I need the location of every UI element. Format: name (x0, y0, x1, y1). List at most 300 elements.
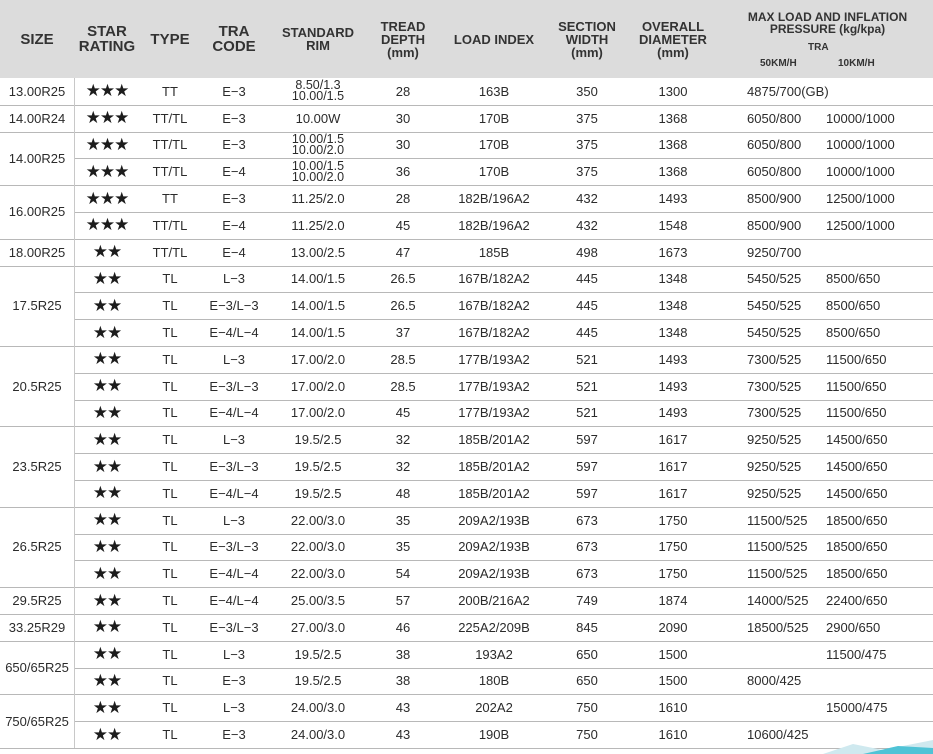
tread-cell: 38 (395, 646, 411, 662)
dia-cell: 1500 (658, 646, 688, 662)
dia-cell: 1348 (658, 271, 688, 287)
type-cell: TL (162, 700, 178, 716)
type-cell: TL (162, 566, 178, 582)
l50-cell: 4875/700(GB) (747, 83, 829, 99)
l50-cell: 7300/525 (747, 378, 802, 394)
tra-cell: E−4/L−4 (209, 593, 259, 609)
rim-cell (268, 292, 368, 319)
rim-cell (268, 426, 368, 453)
table-row (0, 373, 933, 400)
header-overall-diameter: OVERALL DIAMETER (mm) (639, 18, 707, 60)
l50-cell: 9250/525 (747, 459, 802, 475)
type-cell: TL (162, 459, 178, 475)
rim-value: 24.00/3.0 (290, 727, 346, 743)
load-cell: 185B/201A2 (458, 432, 530, 448)
dia-cell: 1348 (658, 325, 688, 341)
type-cell: TL (162, 512, 178, 528)
header-load-index: LOAD INDEX (453, 31, 535, 47)
stars-cell: ★★ (92, 295, 122, 315)
l10-cell: 2900/650 (826, 619, 881, 635)
rim-cell (268, 373, 368, 400)
rim-cell (268, 534, 368, 561)
rim-value: 17.00/2.0 (290, 405, 346, 421)
tra-cell: E−3 (222, 83, 246, 99)
load-cell: 177B/193A2 (458, 405, 530, 421)
width-cell: 445 (576, 298, 598, 314)
type-cell: TL (162, 378, 178, 394)
dia-cell: 1368 (658, 110, 688, 126)
rim-value: 13.00/2.5 (290, 244, 346, 260)
load-cell: 200B/216A2 (458, 593, 530, 609)
stars-cell: ★★★ (85, 188, 129, 208)
width-cell: 375 (576, 164, 598, 180)
rim-cell (268, 266, 368, 293)
size-cell: 16.00R25 (8, 204, 66, 220)
dia-cell: 1617 (658, 485, 688, 501)
stars-cell: ★★ (92, 322, 122, 342)
table-row (0, 426, 933, 453)
l10-cell: 11500/650 (826, 405, 887, 421)
l50-cell: 10600/425 (747, 727, 809, 743)
table-row (0, 292, 933, 319)
table-row (0, 185, 933, 212)
l50-cell: 11500/525 (747, 539, 808, 555)
dia-cell: 1493 (658, 405, 688, 421)
rim-value: 14.00/1.5 (290, 298, 346, 314)
l10-cell (826, 78, 933, 105)
rim-value: 10.00/2.0 (291, 169, 345, 184)
table-row (0, 641, 933, 668)
load-cell: 185B/201A2 (458, 459, 530, 475)
type-cell: TL (162, 432, 178, 448)
rim-cell (268, 346, 368, 373)
rim-cell (268, 560, 368, 587)
rim-cell (268, 132, 368, 159)
header-speed-50: 50KM/H (760, 58, 797, 69)
tread-cell: 28 (395, 83, 411, 99)
dia-cell: 1548 (658, 217, 688, 233)
l50-cell: 8000/425 (747, 673, 802, 689)
rim-cell (268, 105, 368, 132)
width-cell: 673 (576, 566, 598, 582)
size-cell: 650/65R25 (5, 660, 69, 676)
tra-cell: E−3/L−3 (209, 539, 259, 555)
rim-value: 22.00/3.0 (290, 512, 346, 528)
tra-cell: E−3 (222, 727, 246, 743)
width-cell: 597 (576, 485, 598, 501)
l10-cell: 8500/650 (826, 298, 881, 314)
rim-value: 17.00/2.0 (290, 351, 346, 367)
size-cell: 20.5R25 (12, 378, 62, 394)
type-cell: TT/TL (152, 164, 188, 180)
tra-cell: E−3 (222, 137, 246, 153)
type-cell: TL (162, 271, 178, 287)
width-cell: 445 (576, 271, 598, 287)
table-row (0, 212, 933, 239)
dia-cell: 1617 (658, 432, 688, 448)
width-cell: 650 (576, 646, 598, 662)
dia-cell: 1500 (658, 673, 688, 689)
tread-cell: 47 (395, 244, 411, 260)
l50-cell: 6050/800 (747, 110, 802, 126)
width-cell: 750 (576, 727, 598, 743)
type-cell: TT (162, 191, 178, 207)
rim-value: 11.25/2.0 (291, 191, 345, 207)
header-star-rating: STAR RATING (78, 23, 136, 55)
header-type: TYPE (150, 30, 190, 48)
rim-cell (268, 641, 368, 668)
tread-cell: 30 (395, 137, 411, 153)
rim-value: 14.00/1.5 (290, 325, 346, 341)
rim-value: 22.00/3.0 (290, 566, 346, 582)
load-cell: 167B/182A2 (458, 325, 530, 341)
tra-cell: L−3 (222, 271, 246, 287)
l10-cell: 10000/1000 (826, 164, 895, 180)
load-cell: 177B/193A2 (458, 351, 530, 367)
rim-value: 8.50/1.3 (295, 78, 341, 93)
width-cell: 597 (576, 432, 598, 448)
tread-cell: 45 (395, 217, 411, 233)
type-cell: TL (162, 325, 178, 341)
type-cell: TT/TL (152, 244, 188, 260)
type-cell: TL (162, 593, 178, 609)
size-cell: 18.00R25 (8, 244, 66, 260)
tread-cell: 30 (395, 110, 411, 126)
l50-cell: 7300/525 (747, 351, 802, 367)
l10-cell: 18500/650 (826, 539, 888, 555)
dia-cell: 1750 (658, 539, 688, 555)
tread-cell: 54 (395, 566, 411, 582)
load-cell: 185B (478, 244, 510, 260)
table-row (0, 507, 933, 534)
width-cell: 845 (576, 619, 598, 635)
load-cell: 202A2 (475, 700, 513, 716)
load-cell: 185B/201A2 (458, 485, 530, 501)
tra-cell: E−3 (222, 191, 246, 207)
table-row (0, 400, 933, 427)
tra-cell: E−3/L−3 (209, 298, 259, 314)
stars-cell: ★★★ (85, 215, 129, 235)
tread-cell: 35 (395, 539, 411, 555)
decorative-corner (823, 740, 933, 754)
stars-cell: ★★ (92, 242, 122, 262)
dia-cell: 1750 (658, 512, 688, 528)
dia-cell: 1368 (658, 164, 688, 180)
tread-cell: 43 (395, 700, 411, 716)
stars-cell: ★★★ (85, 161, 129, 181)
l50-cell: 5450/525 (747, 271, 802, 287)
rim-value: 14.00/1.5 (290, 271, 346, 287)
tra-cell: E−4/L−4 (209, 566, 259, 582)
l10-cell: 12500/1000 (826, 191, 895, 207)
load-cell: 209A2/193B (458, 512, 530, 528)
type-cell: TL (162, 351, 178, 367)
stars-cell: ★★★ (85, 134, 129, 154)
rim-cell (268, 453, 368, 480)
tread-cell: 35 (395, 512, 411, 528)
rim-value: 22.00/3.0 (290, 539, 346, 555)
width-cell: 498 (576, 244, 598, 260)
rim-value: 25.00/3.5 (290, 593, 346, 609)
width-cell: 350 (576, 83, 598, 99)
l50-cell: 8500/900 (747, 191, 802, 207)
tra-cell: E−4/L−4 (209, 325, 259, 341)
tra-cell: E−4 (222, 217, 246, 233)
dia-cell: 1348 (658, 298, 688, 314)
stars-cell: ★★ (92, 644, 122, 664)
stars-cell: ★★ (92, 590, 122, 610)
stars-cell: ★★ (92, 376, 122, 396)
l10-cell: 8500/650 (826, 271, 881, 287)
header-size: SIZE (20, 30, 54, 48)
l50-cell: 18500/525 (747, 619, 809, 635)
rim-value: 10.00/1.5 (291, 89, 345, 104)
group-divider (0, 748, 933, 749)
l50-cell: 14000/525 (747, 593, 809, 609)
rim-value: 10.00/1.5 (291, 158, 345, 173)
width-cell: 521 (576, 351, 598, 367)
tra-cell: L−3 (222, 646, 246, 662)
stars-cell: ★★ (92, 670, 122, 690)
load-cell: 170B (478, 110, 510, 126)
table-row (0, 239, 933, 266)
load-cell: 190B (478, 727, 510, 743)
l50-cell: 9250/700 (747, 244, 802, 260)
header-max-load: MAX LOAD AND INFLATION PRESSURE (kg/kpa) (747, 10, 908, 36)
tread-cell: 38 (395, 673, 411, 689)
stars-cell: ★★ (92, 456, 122, 476)
load-cell: 167B/182A2 (458, 271, 530, 287)
type-cell: TL (162, 727, 178, 743)
dia-cell: 2090 (658, 619, 688, 635)
table-row (0, 534, 933, 561)
stars-cell: ★★ (92, 429, 122, 449)
tra-cell: L−3 (222, 351, 246, 367)
rim-cell (268, 319, 368, 346)
width-cell: 673 (576, 512, 598, 528)
l50-cell: 6050/800 (747, 137, 802, 153)
size-cell: 29.5R25 (12, 593, 62, 609)
l50-cell: 5450/525 (747, 325, 802, 341)
stars-cell: ★★ (92, 724, 122, 744)
size-cell: 14.00R25 (8, 150, 66, 166)
stars-cell: ★★ (92, 697, 122, 717)
header-section-width: SECTION WIDTH (mm) (558, 18, 616, 60)
l10-cell: 14500/650 (826, 485, 888, 501)
rim-value: 10.00W (295, 110, 341, 126)
table-row (0, 105, 933, 132)
stars-cell: ★★ (92, 268, 122, 288)
width-cell: 750 (576, 700, 598, 716)
l50-cell: 7300/525 (747, 405, 802, 421)
width-cell: 432 (576, 191, 598, 207)
l10-cell: 15000/475 (826, 700, 888, 716)
tread-cell: 28.5 (390, 351, 416, 367)
tread-cell: 32 (395, 459, 411, 475)
header-max-load-tra: TRA (808, 42, 829, 53)
dia-cell: 1300 (658, 83, 688, 99)
l10-cell: 11500/650 (826, 378, 887, 394)
rim-cell (268, 507, 368, 534)
load-cell: 170B (478, 137, 510, 153)
dia-cell: 1493 (658, 351, 688, 367)
l10-cell: 11500/475 (826, 646, 887, 662)
tra-cell: E−4/L−4 (209, 405, 259, 421)
table-header (0, 0, 933, 78)
tra-cell: L−3 (222, 700, 246, 716)
size-cell: 13.00R25 (8, 83, 66, 99)
table-row (0, 694, 933, 721)
type-cell: TT/TL (152, 217, 188, 233)
rim-value: 17.00/2.0 (290, 378, 346, 394)
dia-cell: 1493 (658, 378, 688, 394)
tread-cell: 48 (395, 485, 411, 501)
load-cell: 177B/193A2 (458, 378, 530, 394)
stars-cell: ★★ (92, 510, 122, 530)
tra-cell: E−4/L−4 (209, 485, 259, 501)
l10-cell: 8500/650 (826, 325, 881, 341)
table-row (0, 587, 933, 614)
tra-cell: E−3/L−3 (209, 378, 259, 394)
width-cell: 673 (576, 539, 598, 555)
tread-cell: 32 (395, 432, 411, 448)
tread-cell: 26.5 (390, 271, 416, 287)
rim-value: 19.5/2.5 (294, 673, 342, 689)
width-cell: 445 (576, 325, 598, 341)
l50-cell: 8500/900 (747, 217, 802, 233)
l10-cell: 11500/650 (826, 351, 887, 367)
rim-cell (268, 480, 368, 507)
l50-cell: 9250/525 (747, 485, 802, 501)
load-cell: 182B/196A2 (458, 191, 530, 207)
l50-cell: 6050/800 (747, 164, 802, 180)
rim-cell (268, 185, 368, 212)
l10-cell: 10000/1000 (826, 110, 895, 126)
table-row (0, 266, 933, 293)
table-row (0, 480, 933, 507)
dia-cell: 1610 (658, 700, 688, 716)
type-cell: TT/TL (152, 137, 188, 153)
table-row (0, 346, 933, 373)
rim-cell (268, 212, 368, 239)
rim-cell (268, 239, 368, 266)
dia-cell: 1617 (658, 459, 688, 475)
size-cell: 26.5R25 (12, 539, 62, 555)
rim-value: 19.5/2.5 (294, 432, 342, 448)
tread-cell: 28.5 (390, 378, 416, 394)
type-cell: TL (162, 298, 178, 314)
l50-cell: 9250/525 (747, 432, 802, 448)
width-cell: 650 (576, 673, 598, 689)
stars-cell: ★★ (92, 483, 122, 503)
type-cell: TL (162, 619, 178, 635)
l10-cell: 14500/650 (826, 432, 888, 448)
table-row (0, 319, 933, 346)
tra-cell: E−3/L−3 (209, 459, 259, 475)
table-row (0, 158, 933, 185)
tra-cell: E−3 (222, 110, 246, 126)
l10-cell (826, 668, 933, 695)
load-cell: 182B/196A2 (458, 217, 530, 233)
l10-cell: 12500/1000 (826, 217, 895, 233)
tra-cell: L−3 (222, 512, 246, 528)
width-cell: 432 (576, 217, 598, 233)
table-row (0, 614, 933, 641)
rim-cell (268, 668, 368, 695)
header-tread-depth: TREAD DEPTH (mm) (380, 18, 426, 60)
l50-cell: 11500/525 (747, 512, 808, 528)
dia-cell: 1874 (658, 593, 688, 609)
rim-value: 24.00/3.0 (290, 700, 346, 716)
tread-cell: 28 (395, 191, 411, 207)
stars-cell: ★★★ (85, 81, 129, 101)
load-cell: 167B/182A2 (458, 298, 530, 314)
table-row (0, 453, 933, 480)
l10-cell: 18500/650 (826, 512, 888, 528)
tread-cell: 45 (395, 405, 411, 421)
l10-cell: 10000/1000 (826, 137, 895, 153)
table-row (0, 132, 933, 159)
size-cell: 14.00R24 (8, 110, 66, 126)
type-cell: TT (162, 83, 178, 99)
size-cell: 17.5R25 (12, 298, 62, 314)
l50-cell (747, 694, 837, 721)
stars-cell: ★★ (92, 349, 122, 369)
load-cell: 193A2 (475, 646, 513, 662)
tread-cell: 57 (395, 593, 411, 609)
type-cell: TL (162, 539, 178, 555)
type-cell: TL (162, 673, 178, 689)
header-speed-10: 10KM/H (838, 58, 875, 69)
load-cell: 170B (478, 164, 510, 180)
tra-cell: E−4 (222, 244, 246, 260)
header-standard-rim: STANDARD RIM (282, 25, 354, 53)
rim-cell (268, 400, 368, 427)
tra-cell: L−3 (222, 432, 246, 448)
rim-cell (268, 587, 368, 614)
l50-cell (747, 641, 837, 668)
tread-cell: 26.5 (390, 298, 416, 314)
rim-cell (268, 721, 368, 748)
table-row (0, 78, 933, 105)
size-cell: 23.5R25 (12, 459, 62, 475)
stars-cell: ★★ (92, 617, 122, 637)
load-cell: 180B (478, 673, 510, 689)
type-cell: TL (162, 405, 178, 421)
tread-cell: 36 (395, 164, 411, 180)
rim-cell (268, 694, 368, 721)
width-cell: 375 (576, 110, 598, 126)
rim-cell (268, 158, 368, 185)
size-cell: 750/65R25 (5, 713, 69, 729)
rim-value: 11.25/2.0 (291, 217, 345, 233)
load-cell: 225A2/209B (458, 619, 530, 635)
rim-value: 19.5/2.5 (294, 485, 342, 501)
l10-cell: 22400/650 (826, 593, 888, 609)
rim-value: 10.00/2.0 (291, 142, 345, 157)
stars-cell: ★★ (92, 536, 122, 556)
rim-value: 19.5/2.5 (294, 646, 342, 662)
l10-cell (826, 239, 933, 266)
width-cell: 749 (576, 593, 598, 609)
tread-cell: 37 (395, 325, 411, 341)
stars-cell: ★★ (92, 402, 122, 422)
stars-cell: ★★ (92, 563, 122, 583)
load-cell: 163B (478, 83, 510, 99)
load-cell: 209A2/193B (458, 566, 530, 582)
size-cell: 33.25R29 (8, 619, 66, 635)
column-divider (74, 78, 75, 748)
